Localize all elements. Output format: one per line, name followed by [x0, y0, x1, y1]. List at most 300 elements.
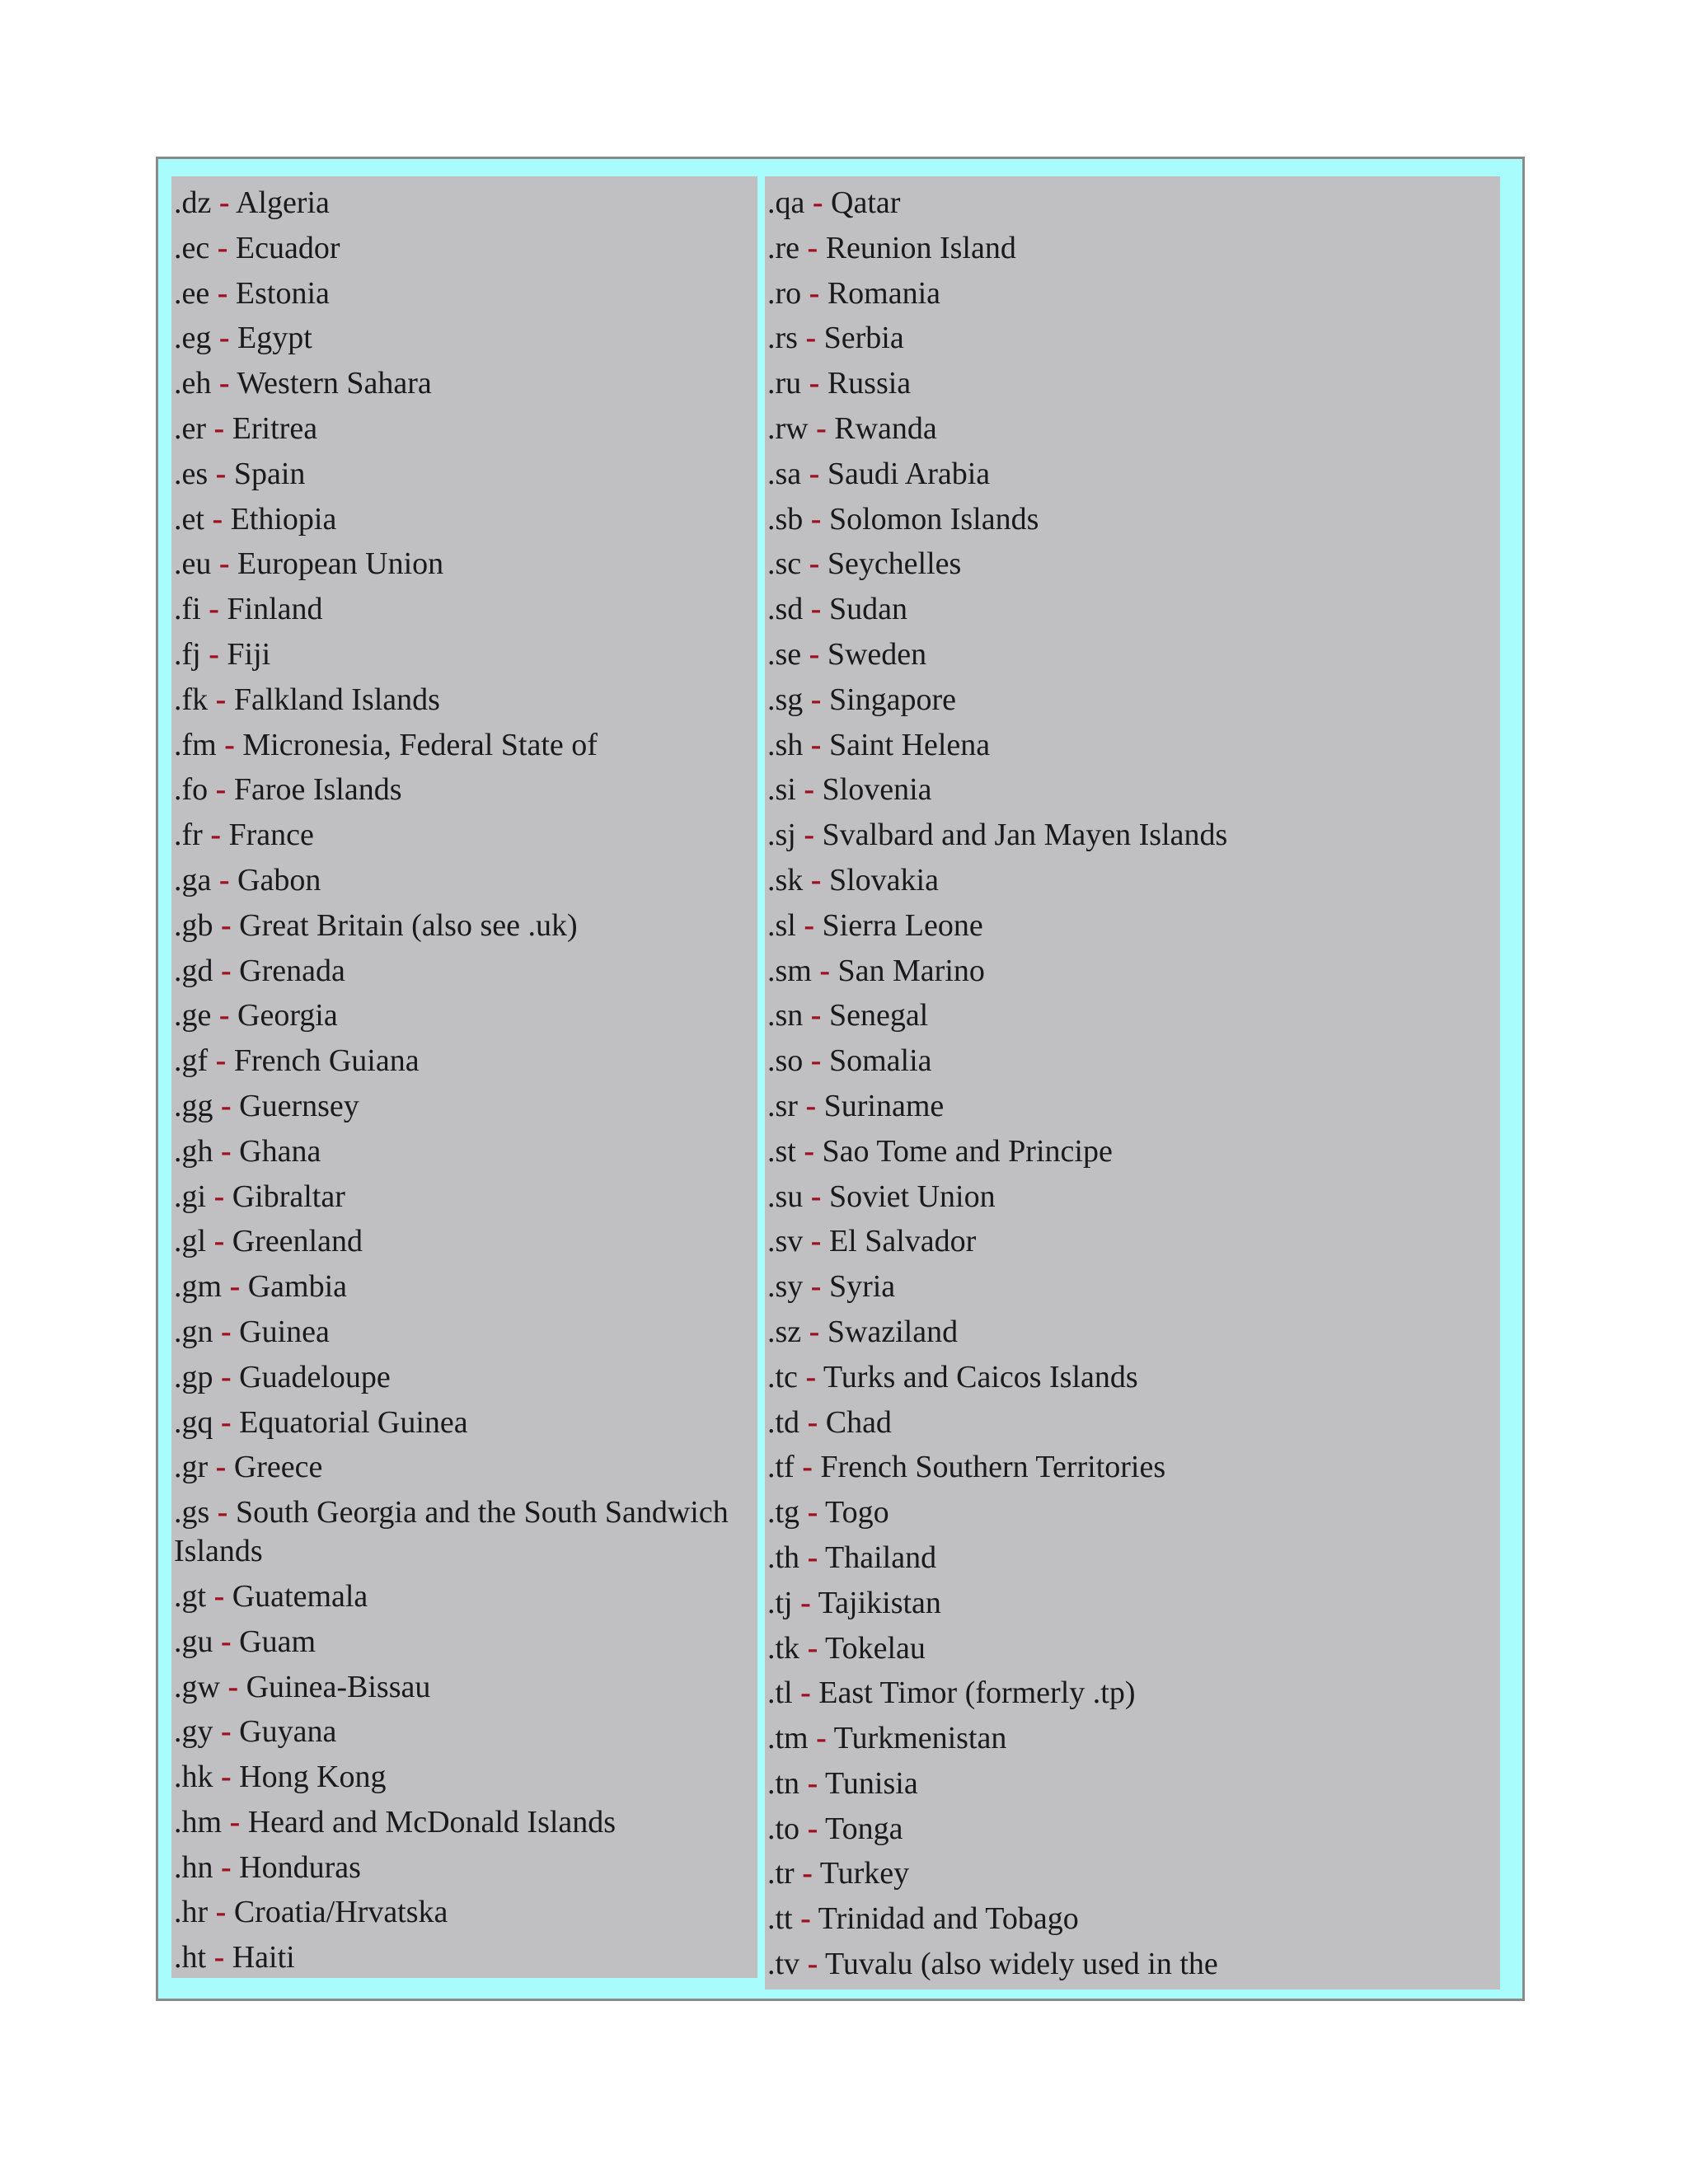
tld-code: .gt	[174, 1578, 207, 1614]
separator-dash: -	[213, 1224, 225, 1259]
tld-code: .gl	[174, 1224, 207, 1259]
tld-entry	[174, 726, 755, 771]
tld-entry	[767, 1539, 1498, 1584]
tld-entry	[767, 1945, 1498, 1990]
tld-entry	[767, 771, 1498, 816]
country-name: Guadeloupe	[239, 1359, 391, 1394]
separator-dash: -	[804, 818, 815, 853]
tld-entry	[174, 635, 755, 681]
tld-entry	[174, 1222, 755, 1268]
tld-code: .sk	[767, 862, 804, 898]
separator-dash: -	[224, 727, 235, 762]
country-name: Georgia	[237, 998, 338, 1033]
country-name: El Salvador	[828, 1224, 977, 1259]
separator-dash: -	[810, 1269, 822, 1305]
country-name: Guatemala	[232, 1578, 368, 1614]
separator-dash: -	[809, 456, 820, 491]
country-name: Guam	[239, 1624, 316, 1659]
country-name: Reunion Island	[825, 230, 1016, 265]
tld-code: .er	[174, 410, 207, 446]
tld-entry	[174, 1132, 755, 1178]
country-name: Svalbard and Jan Mayen Islands	[822, 818, 1228, 853]
tld-code: .ro	[767, 275, 802, 311]
country-name: French Southern Territories	[820, 1450, 1166, 1485]
tld-code: .sg	[767, 682, 804, 717]
country-name: South Georgia and the South Sandwich Islands	[174, 1495, 729, 1569]
separator-dash: -	[805, 1088, 817, 1123]
separator-dash: -	[209, 592, 219, 627]
tld-entry	[767, 184, 1498, 229]
tld-entry	[767, 1584, 1498, 1629]
tld-entry	[174, 364, 755, 410]
tld-code: .gs	[174, 1495, 210, 1530]
tld-entry	[174, 1938, 755, 1978]
tld-code: .so	[767, 1043, 804, 1079]
tld-code: .hn	[174, 1849, 213, 1885]
separator-dash: -	[809, 1314, 820, 1349]
separator-dash: -	[218, 366, 230, 401]
country-name: Greece	[233, 1450, 323, 1485]
tld-entry	[174, 274, 755, 320]
tld-code: .gu	[174, 1624, 213, 1659]
separator-dash: -	[213, 1940, 225, 1975]
tld-code: .tg	[767, 1495, 800, 1530]
tld-entry	[174, 1577, 755, 1623]
country-name: Senegal	[828, 998, 929, 1033]
tld-entry	[174, 1713, 755, 1758]
tld-code: .gd	[174, 953, 213, 988]
tld-code: .sc	[767, 546, 802, 582]
country-name: Heard and McDonald Islands	[247, 1804, 617, 1840]
tld-code: .tj	[767, 1585, 793, 1620]
separator-dash: -	[213, 410, 225, 446]
tld-entry	[174, 861, 755, 907]
tld-entry	[767, 1313, 1498, 1358]
tld-code: .sl	[767, 907, 796, 943]
tld-entry	[767, 229, 1498, 274]
separator-dash: -	[812, 185, 823, 220]
tld-entry	[767, 861, 1498, 907]
tld-code: .fr	[174, 818, 203, 853]
tld-code: .hm	[174, 1804, 223, 1840]
country-name: France	[228, 818, 314, 853]
tld-code: .sj	[767, 818, 796, 853]
tld-code: .ge	[174, 998, 212, 1033]
tld-code: .gg	[174, 1088, 213, 1123]
tld-code: .tf	[767, 1450, 795, 1485]
tld-entry	[767, 364, 1498, 410]
tld-entry	[767, 1854, 1498, 1900]
tld-code: .gn	[174, 1314, 213, 1349]
separator-dash: -	[807, 1495, 818, 1530]
tld-entry	[174, 184, 755, 229]
tld-code: .tc	[767, 1359, 798, 1394]
tld-code: .ee	[174, 275, 210, 311]
country-name: Saudi Arabia	[827, 456, 991, 491]
country-name: Guernsey	[239, 1088, 359, 1123]
country-name: French Guiana	[233, 1043, 420, 1079]
country-name: Togo	[825, 1495, 889, 1530]
country-name: Faroe Islands	[233, 772, 402, 808]
separator-dash: -	[215, 1450, 227, 1485]
separator-dash: -	[221, 1849, 232, 1885]
country-name: Estonia	[235, 275, 330, 311]
tld-entry	[174, 1893, 755, 1938]
separator-dash: -	[810, 862, 822, 898]
separator-dash: -	[804, 772, 815, 808]
tld-entry	[767, 1404, 1498, 1449]
tld-entry	[767, 500, 1498, 546]
country-name: Spain	[233, 456, 306, 491]
separator-dash: -	[229, 1269, 241, 1305]
country-name: Guinea	[239, 1314, 330, 1349]
separator-dash: -	[218, 321, 230, 356]
separator-dash: -	[810, 998, 822, 1033]
tld-code: .eg	[174, 321, 212, 356]
separator-dash: -	[215, 1895, 227, 1930]
country-name: Grenada	[239, 953, 345, 988]
country-name: Haiti	[232, 1940, 295, 1975]
tld-code: .gq	[174, 1404, 213, 1440]
tld-entry	[174, 1042, 755, 1087]
country-name: San Marino	[837, 953, 985, 988]
tld-entry	[174, 816, 755, 861]
tld-entry	[767, 726, 1498, 771]
separator-dash: -	[221, 1088, 232, 1123]
country-name: Tajikistan	[818, 1585, 941, 1620]
tld-entry	[767, 455, 1498, 500]
country-name: Rwanda	[834, 410, 937, 446]
separator-dash: -	[221, 1404, 232, 1440]
country-name: Ecuador	[235, 230, 340, 265]
separator-dash: -	[819, 953, 831, 988]
tld-code: .se	[767, 636, 802, 672]
tld-entry	[767, 274, 1498, 320]
country-name: Suriname	[823, 1088, 945, 1123]
tld-entry	[767, 1448, 1498, 1493]
tld-entry	[174, 1849, 755, 1894]
country-name: Great Britain (also see .uk)	[239, 907, 578, 943]
separator-dash: -	[810, 682, 822, 717]
separator-dash: -	[218, 862, 230, 898]
tld-entry	[174, 1623, 755, 1668]
tld-code: .sh	[767, 727, 804, 762]
country-name: European Union	[237, 546, 444, 582]
separator-dash: -	[210, 818, 221, 853]
separator-dash: -	[229, 1804, 241, 1840]
separator-dash: -	[215, 772, 227, 808]
country-name: Saint Helena	[828, 727, 991, 762]
left-column	[171, 176, 757, 1978]
tld-entry	[174, 996, 755, 1042]
tld-entry	[174, 907, 755, 952]
separator-dash: -	[221, 1359, 232, 1394]
country-name: Soviet Union	[828, 1179, 996, 1214]
separator-dash: -	[809, 275, 820, 311]
tld-entry	[767, 1268, 1498, 1313]
separator-dash: -	[809, 546, 820, 582]
tld-entry	[174, 1448, 755, 1493]
separator-dash: -	[221, 953, 232, 988]
separator-dash: -	[217, 1495, 228, 1530]
tld-entry	[174, 1493, 755, 1577]
country-name: Fiji	[227, 636, 271, 672]
separator-dash: -	[810, 592, 822, 627]
tld-entry	[174, 229, 755, 274]
tld-entry	[767, 1042, 1498, 1087]
country-name: Algeria	[235, 185, 330, 220]
country-name: Sao Tome and Principe	[822, 1133, 1113, 1169]
tld-entry	[767, 1222, 1498, 1268]
separator-dash: -	[810, 1224, 822, 1259]
tld-code: .si	[767, 772, 796, 808]
tld-code: .tl	[767, 1675, 793, 1711]
tld-code: .gh	[174, 1133, 213, 1169]
tld-code: .ga	[174, 862, 212, 898]
tld-entry	[767, 1674, 1498, 1719]
tld-entry	[767, 1810, 1498, 1855]
separator-dash: -	[218, 546, 230, 582]
tld-code: .tm	[767, 1721, 809, 1756]
separator-dash: -	[807, 1811, 818, 1846]
tld-code: .td	[767, 1404, 800, 1440]
tld-code: .tv	[767, 1947, 800, 1982]
tld-entry	[767, 952, 1498, 997]
country-name: Tunisia	[825, 1765, 918, 1801]
tld-code: .tr	[767, 1856, 795, 1891]
tld-entry	[767, 319, 1498, 364]
country-name: Turkmenistan	[833, 1721, 1007, 1756]
tld-code: .re	[767, 230, 800, 265]
country-name: Micronesia, Federal State of	[242, 727, 598, 762]
tld-entry	[174, 1358, 755, 1404]
tld-list-right	[767, 184, 1498, 1990]
tld-code: .gi	[174, 1179, 207, 1214]
tld-entry	[767, 1900, 1498, 1945]
country-name: Swaziland	[827, 1314, 959, 1349]
country-name: Slovakia	[828, 862, 939, 898]
separator-dash: -	[810, 727, 822, 762]
country-name: Russia	[827, 366, 912, 401]
separator-dash: -	[800, 1901, 811, 1937]
tld-entry	[174, 1313, 755, 1358]
tld-entry	[174, 1178, 755, 1223]
tld-entry	[767, 1358, 1498, 1404]
separator-dash: -	[221, 1760, 232, 1795]
separator-dash: -	[809, 636, 820, 672]
tld-code: .st	[767, 1133, 796, 1169]
separator-dash: -	[807, 230, 818, 265]
tld-entry	[174, 500, 755, 546]
tld-code: .qa	[767, 185, 805, 220]
tld-entry	[767, 996, 1498, 1042]
tld-entry	[174, 771, 755, 816]
tld-entry	[767, 1765, 1498, 1810]
tld-code: .gb	[174, 907, 213, 943]
tld-code: .to	[767, 1811, 800, 1846]
separator-dash: -	[221, 1314, 232, 1349]
tld-code: .sz	[767, 1314, 802, 1349]
separator-dash: -	[807, 1947, 818, 1982]
tld-entry	[174, 545, 755, 590]
tld-entry	[174, 410, 755, 455]
country-name: Tokelau	[825, 1630, 926, 1666]
country-name: Tuvalu (also widely used in the	[825, 1947, 1218, 1982]
tld-entry	[174, 455, 755, 500]
country-name: Slovenia	[822, 772, 932, 808]
country-name: Guyana	[239, 1714, 337, 1750]
tld-code: .sy	[767, 1269, 804, 1305]
tld-entry	[767, 1087, 1498, 1132]
country-name: Croatia/Hrvatska	[233, 1895, 448, 1930]
separator-dash: -	[800, 1585, 811, 1620]
tld-entry	[174, 1268, 755, 1313]
country-name: Somalia	[828, 1043, 932, 1079]
separator-dash: -	[810, 1043, 822, 1079]
separator-dash: -	[215, 682, 227, 717]
separator-dash: -	[215, 1043, 227, 1079]
tld-entry	[174, 1758, 755, 1803]
separator-dash: -	[800, 1675, 811, 1711]
separator-dash: -	[218, 998, 230, 1033]
country-name: Singapore	[828, 682, 957, 717]
country-name: Sierra Leone	[822, 907, 983, 943]
country-name: Thailand	[825, 1540, 937, 1575]
tld-entry	[174, 1087, 755, 1132]
tld-code: .ht	[174, 1940, 207, 1975]
country-name: Syria	[828, 1269, 896, 1305]
country-name: Tonga	[825, 1811, 903, 1846]
separator-dash: -	[221, 1714, 232, 1750]
separator-dash: -	[221, 1133, 232, 1169]
country-name: Romania	[827, 275, 941, 311]
tld-code: .fj	[174, 636, 201, 672]
country-name: Greenland	[232, 1224, 363, 1259]
tld-code: .sv	[767, 1224, 804, 1259]
tld-code: .gm	[174, 1269, 223, 1305]
tld-list-left	[174, 184, 755, 1978]
separator-dash: -	[816, 1721, 827, 1756]
country-name: Hong Kong	[239, 1760, 387, 1795]
country-name: Gibraltar	[232, 1179, 345, 1214]
separator-dash: -	[212, 501, 223, 537]
tld-entry	[174, 681, 755, 726]
tld-code: .hk	[174, 1760, 213, 1795]
separator-dash: -	[802, 1856, 813, 1891]
tld-entry	[767, 590, 1498, 635]
tld-code: .ru	[767, 366, 802, 401]
tld-code: .rs	[767, 321, 798, 356]
tld-code: .th	[767, 1540, 800, 1575]
tld-entry	[174, 1668, 755, 1713]
country-name: Honduras	[239, 1849, 361, 1885]
tld-code: .fo	[174, 772, 209, 808]
country-name: Eritrea	[232, 410, 318, 446]
separator-dash: -	[217, 275, 228, 311]
country-name: Serbia	[823, 321, 904, 356]
tld-code: .su	[767, 1179, 804, 1214]
tld-code: .tk	[767, 1630, 800, 1666]
country-name: Seychelles	[827, 546, 962, 582]
separator-dash: -	[215, 456, 227, 491]
tld-entry	[767, 410, 1498, 455]
tld-entry	[174, 952, 755, 997]
tld-code: .gp	[174, 1359, 213, 1394]
country-name: Finland	[227, 592, 323, 627]
separator-dash: -	[227, 1669, 239, 1704]
country-name: Chad	[825, 1404, 892, 1440]
tld-entry	[767, 1493, 1498, 1539]
tld-code: .sa	[767, 456, 802, 491]
country-name: Turks and Caicos Islands	[823, 1359, 1138, 1394]
country-name: Sudan	[828, 592, 907, 627]
tld-code: .eu	[174, 546, 212, 582]
country-name: Ethiopia	[230, 501, 337, 537]
tld-entry	[767, 1629, 1498, 1675]
separator-dash: -	[807, 1540, 818, 1575]
tld-code: .sb	[767, 501, 804, 537]
country-name: Trinidad and Tobago	[818, 1901, 1079, 1937]
tld-entry	[174, 319, 755, 364]
tld-entry	[767, 1178, 1498, 1223]
country-name: Equatorial Guinea	[239, 1404, 468, 1440]
separator-dash: -	[213, 1179, 225, 1214]
tld-code: .sr	[767, 1088, 798, 1123]
separator-dash: -	[218, 185, 230, 220]
right-column	[765, 176, 1500, 1990]
tld-code: .sm	[767, 953, 812, 988]
separator-dash: -	[804, 907, 815, 943]
separator-dash: -	[804, 1133, 815, 1169]
tld-code: .rw	[767, 410, 809, 446]
separator-dash: -	[816, 410, 827, 446]
separator-dash: -	[209, 636, 219, 672]
separator-dash: -	[802, 1450, 813, 1485]
country-name: Sweden	[827, 636, 927, 672]
separator-dash: -	[807, 1765, 818, 1801]
separator-dash: -	[809, 366, 820, 401]
tld-entry	[767, 1132, 1498, 1178]
tld-code: .tt	[767, 1901, 793, 1937]
tld-code: .ec	[174, 230, 210, 265]
country-name: Falkland Islands	[233, 682, 440, 717]
tld-entry	[174, 590, 755, 635]
tld-entry	[767, 907, 1498, 952]
tld-entry	[767, 681, 1498, 726]
country-name: Western Sahara	[237, 366, 432, 401]
tld-entry	[174, 1404, 755, 1449]
separator-dash: -	[213, 1578, 225, 1614]
separator-dash: -	[221, 1624, 232, 1659]
tld-code: .fk	[174, 682, 209, 717]
tld-entry	[174, 1803, 755, 1849]
separator-dash: -	[807, 1630, 818, 1666]
tld-code: .et	[174, 501, 204, 537]
country-name: Gambia	[247, 1269, 348, 1305]
separator-dash: -	[807, 1404, 818, 1440]
tld-code: .tn	[767, 1765, 800, 1801]
tld-code: .es	[174, 456, 209, 491]
separator-dash: -	[810, 501, 822, 537]
country-name: Gabon	[237, 862, 321, 898]
tld-entry	[767, 635, 1498, 681]
country-name: Ghana	[239, 1133, 321, 1169]
country-name: Guinea-Bissau	[246, 1669, 431, 1704]
separator-dash: -	[805, 1359, 817, 1394]
tld-code: .sd	[767, 592, 804, 627]
country-name: Qatar	[831, 185, 901, 220]
country-name: Egypt	[237, 321, 312, 356]
